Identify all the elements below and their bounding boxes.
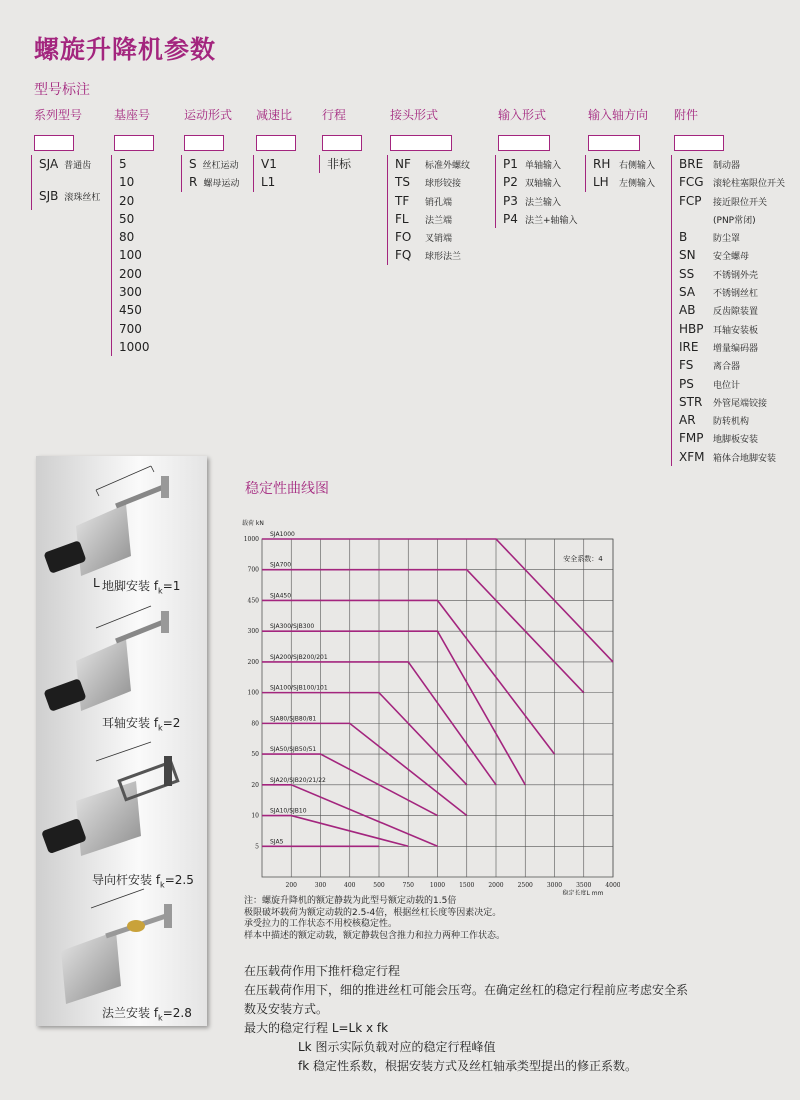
x-tick-label: 750	[402, 882, 414, 889]
list-item: SJB 滚珠丝杠	[39, 189, 101, 203]
col-joint	[390, 106, 470, 265]
code-box	[498, 135, 550, 151]
y-tick-label: 10	[251, 812, 259, 820]
list-item: L1	[261, 175, 276, 190]
mounting-photo-panel	[36, 456, 207, 1026]
list-item: HBP 耳轴安装板	[679, 321, 759, 336]
list-item: SS 不锈钢外壳	[679, 266, 759, 281]
para-line: 在压载荷作用下，细的推进丝杠可能会压弯。在确定丝杠的稳定行程前应考虑安全系	[244, 983, 689, 997]
col-header: 输入轴方向	[588, 108, 649, 122]
series-label: SJA20/SJB20/21/22	[270, 776, 326, 784]
list-item: 300	[119, 285, 142, 300]
y-tick-label: 80	[251, 720, 259, 728]
col-header: 附件	[674, 108, 699, 122]
list-item: 5	[119, 157, 127, 171]
x-tick-label: 2500	[517, 882, 533, 889]
list-item: FL 法兰端	[395, 211, 453, 226]
code-box	[256, 135, 296, 151]
list-item: AB 反齿隙装置	[679, 303, 759, 318]
item-list	[253, 155, 296, 192]
col-header: 基座号	[114, 108, 151, 122]
item-list	[111, 155, 154, 356]
list-item: 10	[119, 175, 135, 190]
guide-rod-mount-illustration	[41, 742, 178, 856]
list-item: (PNP常闭)	[713, 215, 756, 226]
x-tick-label: 300	[314, 882, 327, 889]
stability-explanation	[244, 962, 764, 1076]
list-item: 80	[119, 230, 135, 245]
y-tick-label: 300	[247, 628, 259, 636]
list-item: 1000	[119, 339, 150, 354]
list-item: P4 法兰+轴输入	[503, 211, 578, 226]
x-tick-label: 3000	[546, 882, 563, 889]
list-item: S 丝杠运动	[189, 157, 239, 171]
series-label: SJA1000	[270, 531, 295, 538]
y-tick-label: 50	[251, 751, 259, 759]
list-item: FS 离合器	[679, 358, 741, 373]
col-header: 行程	[322, 108, 347, 122]
dimension-label-l: L	[93, 576, 100, 590]
item-list	[671, 155, 785, 466]
page-subtitle: 型号标注	[34, 82, 90, 98]
series-line	[262, 693, 467, 785]
series-line	[262, 723, 467, 815]
chart-notes	[244, 896, 505, 942]
list-item: TS 球形铰接	[395, 175, 462, 190]
item-list	[585, 155, 655, 192]
series-label: SJA5	[270, 838, 284, 846]
para-line: 数及安装方式。	[244, 1002, 329, 1016]
mount-caption: 法兰安装 $f_k=2.8$	[102, 1006, 192, 1023]
foot-mount-illustration	[43, 466, 169, 576]
item-list	[495, 155, 578, 228]
list-item: TF 销孔端	[395, 193, 453, 208]
list-item: XFM 箱体合地脚安装	[679, 449, 777, 464]
col-header: 运动形式	[184, 108, 233, 122]
series-label: SJA700	[270, 561, 292, 569]
list-item: B 防尘罩	[679, 230, 741, 245]
x-tick-label: 3500	[576, 882, 592, 889]
x-tick-label: 1000	[429, 882, 446, 889]
series-label: SJA80/SJB80/81	[270, 715, 317, 723]
col-accessories	[674, 106, 785, 466]
col-input	[498, 106, 578, 228]
code-box	[588, 135, 640, 151]
list-item: RH 右侧输入	[593, 157, 656, 171]
note-line: 承受拉力的工作状态不用校核稳定性。	[244, 919, 398, 929]
item-list	[31, 155, 100, 210]
col-series	[34, 106, 100, 210]
stability-chart-svg	[240, 505, 620, 895]
list-item: 非标	[327, 157, 352, 171]
x-tick-label: 400	[344, 882, 356, 889]
code-box	[184, 135, 224, 151]
col-header: 减速比	[256, 108, 293, 122]
note-line: 极限破坏载荷为额定动载的2.5-4倍，根据丝杠长度等因素决定。	[244, 907, 502, 918]
mount-caption: 地脚安装 $f_k=1$	[102, 579, 181, 596]
col-base	[114, 106, 154, 356]
y-tick-label: 100	[247, 689, 259, 697]
para-line: Lk 图示实际负载对应的稳定行程峰值	[298, 1040, 496, 1054]
list-item: FMP 地脚板安装	[679, 431, 759, 446]
code-box	[34, 135, 74, 151]
col-header: 系列型号	[34, 108, 83, 122]
col-header: 输入形式	[498, 108, 547, 122]
list-item: PS 电位计	[679, 376, 741, 391]
list-item: P2 双轴输入	[503, 175, 562, 190]
x-tick-label: 500	[373, 882, 385, 889]
col-motion	[184, 106, 239, 192]
list-item: R 螺母运动	[189, 175, 240, 190]
list-item: FCG 滚轮柱塞限位开关	[679, 175, 786, 190]
list-item: SN 安全螺母	[679, 248, 750, 263]
list-item: 50	[119, 211, 135, 226]
para-line: fk 稳定性系数，根据安装方式及丝杠轴承类型提出的修正系数。	[298, 1059, 637, 1073]
list-item: FQ 球形法兰	[395, 248, 462, 263]
list-item: STR 外管尾端铰接	[679, 394, 768, 409]
x-tick-label: 200	[285, 882, 297, 889]
list-item: LH 左侧输入	[593, 175, 656, 190]
safety-factor-annotation: 安全系数：4	[563, 555, 603, 563]
series-line	[262, 816, 408, 847]
list-item: FO 叉销端	[395, 230, 453, 245]
series-label: SJA450	[270, 592, 292, 600]
mount-caption: 耳轴安装 $f_k=2$	[102, 716, 181, 733]
stability-chart	[240, 505, 620, 905]
col-shaft	[588, 106, 655, 192]
col-stroke	[322, 106, 362, 173]
page-title: 螺旋升降机参数	[34, 35, 217, 64]
code-box	[114, 135, 154, 151]
series-label: SJA300/SJB300	[270, 623, 315, 631]
series-label: SJA200/SJB200/201	[270, 653, 328, 661]
item-list	[387, 155, 470, 265]
list-item: FCP 接近限位开关	[679, 193, 768, 208]
note-line: 注：螺旋升降机的额定静载为此型号额定动载的1.5倍	[244, 896, 457, 906]
col-ratio	[256, 106, 296, 192]
series-label: SJA10/SJB10	[270, 807, 307, 815]
list-item: BRE 制动器	[679, 157, 741, 171]
item-list	[319, 155, 362, 173]
list-item: 200	[119, 266, 142, 281]
mounting-illustrations	[36, 456, 207, 1026]
code-box	[322, 135, 362, 151]
list-item: V1	[261, 157, 277, 171]
note-line: 样本中描述的额定动载，额定静载包含推力和拉力两种工作状态。	[244, 930, 506, 941]
list-item: IRE 增量编码器	[679, 339, 759, 354]
y-tick-label: 450	[247, 597, 259, 605]
stability-title: 稳定性曲线图	[245, 481, 329, 497]
x-axis-label: 稳定长度L mm	[562, 890, 604, 895]
list-item: AR 防转机构	[679, 413, 750, 428]
list-item: 20	[119, 193, 135, 208]
x-tick-label: 1500	[459, 882, 475, 889]
y-tick-label: 5	[255, 843, 259, 851]
y-tick-label: 700	[247, 566, 259, 574]
para-line: 最大的稳定行程 L=Lk x fk	[244, 1021, 389, 1035]
y-tick-label: 1000	[243, 536, 259, 543]
list-item: NF 标准外螺纹	[395, 157, 471, 171]
list-item: 450	[119, 303, 142, 318]
x-tick-label: 2000	[488, 882, 504, 889]
para-line: 在压载荷作用下推杆稳定行程	[244, 964, 401, 978]
y-axis-label: 载荷 kN	[242, 520, 264, 527]
list-item: 700	[119, 321, 142, 336]
code-box	[674, 135, 724, 151]
col-header: 接头形式	[390, 108, 439, 122]
series-label: SJA100/SJB100/101	[270, 684, 328, 692]
list-item: P1 单轴输入	[503, 157, 562, 171]
y-tick-label: 200	[247, 658, 259, 666]
series-label: SJA50/SJB50/51	[270, 746, 317, 754]
flange-mount-illustration	[61, 889, 172, 1004]
list-item: SA 不锈钢丝杠	[679, 285, 759, 300]
y-tick-label: 20	[251, 781, 259, 789]
list-item: 100	[119, 248, 142, 263]
list-item: P3 法兰输入	[503, 193, 562, 208]
code-box	[390, 135, 452, 151]
trunnion-mount-illustration	[43, 606, 169, 712]
list-item: SJA 普通齿	[39, 157, 92, 171]
item-list	[181, 155, 239, 192]
x-tick-label: 4000	[605, 882, 620, 889]
mount-caption: 导向杆安装 $f_k=2.5$	[92, 873, 194, 890]
